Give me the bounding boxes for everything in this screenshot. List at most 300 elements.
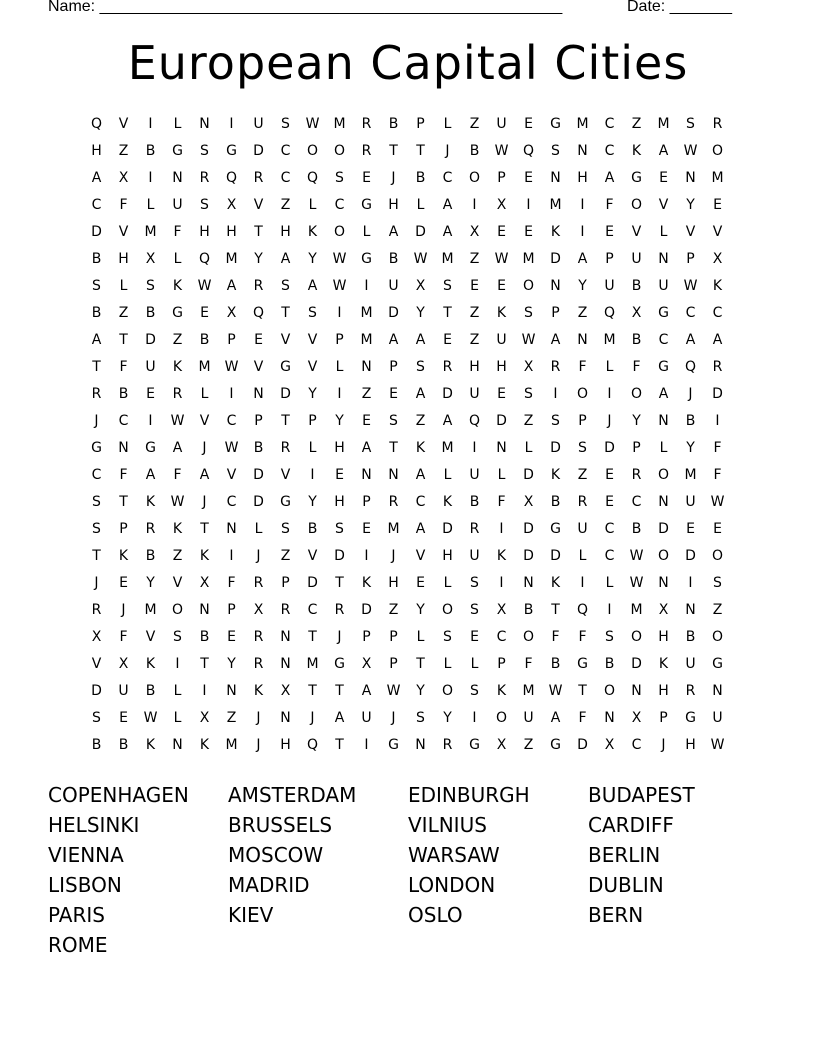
grid-letter: C (226, 413, 237, 429)
grid-letter: X (415, 278, 426, 294)
grid-letter: E (200, 305, 209, 321)
grid-letter: J (256, 548, 261, 564)
grid-letter: K (145, 737, 156, 753)
grid-letter: Z (280, 548, 291, 564)
grid-letter: E (497, 224, 506, 240)
grid-letter: O (711, 629, 724, 645)
grid-letter: N (577, 143, 588, 159)
grid-letter: A (604, 170, 615, 186)
grid-letter: Y (335, 413, 344, 429)
grid-letter: T (416, 143, 425, 159)
grid-letter: A (658, 143, 669, 159)
grid-letter: E (389, 386, 398, 402)
grid-letter: H (118, 251, 129, 267)
grid-letter: B (631, 521, 642, 537)
grid-letter: J (391, 710, 396, 726)
grid-letter: Y (416, 602, 425, 618)
grid-letter: T (335, 737, 344, 753)
grid-letter: R (253, 575, 264, 591)
grid-letter: X (631, 305, 642, 321)
grid-letter: F (578, 710, 587, 726)
grid-letter: I (499, 575, 504, 591)
grid-letter: V (145, 629, 156, 645)
grid-letter: S (578, 440, 587, 456)
date-field[interactable]: Date: _______ (627, 0, 732, 15)
grid-letter: A (388, 224, 399, 240)
grid-letter: M (144, 602, 157, 618)
grid-letter: S (551, 143, 560, 159)
grid-letter: I (229, 386, 234, 402)
grid-letter: Z (172, 548, 183, 564)
grid-letter: P (362, 629, 371, 645)
grid-letter: M (360, 332, 373, 348)
grid-letter: D (523, 467, 534, 483)
grid-letter: R (280, 602, 291, 618)
grid-letter: G (388, 737, 399, 753)
grid-letter: M (711, 170, 724, 186)
grid-letter: I (472, 710, 477, 726)
grid-letter: L (335, 359, 344, 375)
grid-letter: S (470, 602, 479, 618)
grid-letter: K (442, 494, 453, 510)
grid-letter: B (388, 251, 399, 267)
grid-letter: J (607, 413, 612, 429)
grid-letter: D (145, 332, 156, 348)
grid-letter: U (361, 710, 372, 726)
grid-letter: Y (254, 251, 263, 267)
grid-letter: X (199, 575, 210, 591)
grid-letter: T (92, 548, 101, 564)
grid-letter: T (308, 629, 317, 645)
grid-letter: K (631, 143, 642, 159)
grid-letter: M (441, 251, 454, 267)
grid-letter: P (335, 332, 344, 348)
grid-letter: V (307, 548, 318, 564)
grid-letter: I (526, 197, 531, 213)
grid-letter: X (712, 251, 723, 267)
grid-letter: R (145, 521, 156, 537)
grid-letter: Y (146, 575, 155, 591)
grid-letter: N (604, 710, 615, 726)
grid-letter: U (118, 683, 129, 699)
grid-letter: J (391, 170, 396, 186)
grid-letter: R (550, 359, 561, 375)
grid-letter: Q (684, 359, 697, 375)
grid-letter: G (712, 656, 723, 672)
grid-letter: A (442, 197, 453, 213)
grid-letter: C (604, 143, 615, 159)
grid-letter: A (280, 251, 291, 267)
grid-letter: A (415, 467, 426, 483)
grid-letter: W (413, 251, 428, 267)
grid-letter: U (388, 278, 399, 294)
grid-letter: E (254, 332, 263, 348)
grid-letter: W (170, 494, 185, 510)
grid-letter: V (307, 332, 318, 348)
grid-letter: P (551, 305, 560, 321)
grid-letter: C (631, 737, 642, 753)
grid-letter: Z (118, 305, 129, 321)
grid-letter: T (254, 224, 263, 240)
grid-letter: U (685, 656, 696, 672)
grid-letter: X (469, 224, 480, 240)
name-date-line (48, 0, 748, 18)
grid-letter: W (521, 332, 536, 348)
word-list-item: BRUSSELS (228, 813, 333, 837)
word-list-item: BUDAPEST (588, 783, 695, 807)
grid-letter: L (605, 359, 614, 375)
grid-letter: D (280, 386, 291, 402)
grid-letter: S (308, 305, 317, 321)
grid-letter: M (225, 737, 238, 753)
grid-letter: W (629, 575, 644, 591)
grid-letter: C (91, 197, 102, 213)
grid-letter: G (280, 359, 291, 375)
grid-letter: H (334, 494, 345, 510)
grid-letter: H (469, 359, 480, 375)
grid-letter: N (280, 710, 291, 726)
grid-letter: O (630, 197, 643, 213)
grid-letter: A (91, 170, 102, 186)
grid-letter: M (684, 467, 697, 483)
grid-letter: Z (280, 197, 291, 213)
grid-letter: W (143, 710, 158, 726)
grid-letter: W (683, 143, 698, 159)
grid-letter: I (580, 197, 585, 213)
grid-letter: A (307, 278, 318, 294)
grid-letter: D (523, 521, 534, 537)
grid-letter: R (334, 602, 345, 618)
grid-letter: O (306, 143, 319, 159)
grid-letter: T (200, 521, 209, 537)
puzzle-title: European Capital Cities (127, 36, 689, 90)
word-list-item: BERLIN (588, 843, 661, 867)
grid-letter: L (443, 575, 452, 591)
grid-letter: H (442, 548, 453, 564)
grid-letter: G (91, 440, 102, 456)
grid-letter: P (308, 413, 317, 429)
grid-letter: T (443, 305, 452, 321)
grid-letter: A (226, 278, 237, 294)
grid-letter: S (200, 197, 209, 213)
grid-letter: K (550, 224, 561, 240)
grid-letter: K (145, 656, 156, 672)
grid-letter: B (199, 332, 210, 348)
grid-letter: E (605, 224, 614, 240)
grid-letter: M (603, 332, 616, 348)
grid-letter: K (361, 575, 372, 591)
grid-letter: N (631, 683, 642, 699)
grid-letter: L (362, 224, 371, 240)
grid-letter: T (389, 143, 398, 159)
word-list-item: VIENNA (48, 843, 124, 867)
grid-letter: P (578, 413, 587, 429)
grid-letter: U (631, 251, 642, 267)
grid-letter: X (199, 710, 210, 726)
grid-letter: D (658, 521, 669, 537)
grid-letter: U (496, 332, 507, 348)
grid-letter: N (685, 602, 696, 618)
grid-letter: C (685, 305, 696, 321)
grid-letter: F (119, 467, 128, 483)
grid-letter: F (578, 629, 587, 645)
grid-letter: G (361, 251, 372, 267)
grid-letter: X (658, 602, 669, 618)
grid-letter: T (578, 683, 587, 699)
grid-letter: I (337, 305, 342, 321)
grid-letter: S (551, 413, 560, 429)
grid-letter: I (175, 656, 180, 672)
grid-letter: E (362, 170, 371, 186)
grid-letter: K (658, 656, 669, 672)
grid-letter: H (388, 575, 399, 591)
grid-letter: X (496, 737, 507, 753)
grid-letter: C (415, 494, 426, 510)
grid-letter: O (576, 386, 589, 402)
grid-letter: R (469, 521, 480, 537)
grid-letter: Y (416, 305, 425, 321)
grid-letter: M (387, 521, 400, 537)
grid-letter: H (91, 143, 102, 159)
grid-letter: D (712, 386, 723, 402)
grid-letter: R (361, 116, 372, 132)
word-list-item: WARSAW (408, 843, 500, 867)
grid-letter: S (416, 710, 425, 726)
grid-letter: X (118, 656, 129, 672)
grid-letter: I (229, 116, 234, 132)
grid-letter: D (550, 440, 561, 456)
grid-letter: Z (361, 386, 372, 402)
grid-letter: U (685, 494, 696, 510)
grid-letter: W (548, 683, 563, 699)
grid-letter: J (121, 602, 126, 618)
grid-letter: D (442, 386, 453, 402)
grid-letter: O (657, 548, 670, 564)
grid-letter: W (224, 359, 239, 375)
grid-letter: G (577, 656, 588, 672)
grid-letter: C (712, 305, 723, 321)
grid-letter: S (146, 278, 155, 294)
grid-letter: W (683, 278, 698, 294)
grid-letter: G (658, 305, 669, 321)
grid-letter: I (688, 575, 693, 591)
grid-letter: O (657, 467, 670, 483)
grid-letter: H (658, 683, 669, 699)
word-list-item: MADRID (228, 873, 310, 897)
grid-letter: P (227, 602, 236, 618)
grid-letter: A (91, 332, 102, 348)
grid-letter: Q (252, 305, 265, 321)
grid-letter: E (524, 170, 533, 186)
grid-letter: A (415, 332, 426, 348)
grid-letter: H (280, 737, 291, 753)
grid-letter: A (172, 440, 183, 456)
grid-letter: M (522, 251, 535, 267)
grid-letter: B (631, 332, 642, 348)
grid-letter: V (199, 413, 210, 429)
grid-letter: R (685, 683, 696, 699)
grid-letter: X (604, 737, 615, 753)
grid-letter: R (280, 440, 291, 456)
grid-letter: V (280, 332, 291, 348)
grid-letter: W (629, 548, 644, 564)
grid-letter: I (472, 440, 477, 456)
grid-letter: F (713, 440, 722, 456)
grid-letter: R (388, 494, 399, 510)
grid-letter: O (441, 683, 454, 699)
grid-letter: I (148, 413, 153, 429)
word-list-item: AMSTERDAM (228, 783, 357, 807)
grid-letter: X (361, 656, 372, 672)
grid-letter: G (469, 737, 480, 753)
grid-letter: U (604, 278, 615, 294)
grid-letter: C (118, 413, 129, 429)
grid-letter: Y (686, 440, 695, 456)
grid-letter: V (415, 548, 426, 564)
grid-letter: C (604, 116, 615, 132)
grid-letter: T (308, 683, 317, 699)
grid-letter: M (360, 305, 373, 321)
grid-letter: H (226, 224, 237, 240)
grid-letter: K (172, 278, 183, 294)
grid-letter: D (523, 548, 534, 564)
grid-letter: V (280, 467, 291, 483)
grid-letter: C (631, 494, 642, 510)
word-list-item: HELSINKI (48, 813, 140, 837)
grid-letter: C (91, 467, 102, 483)
grid-letter: S (416, 359, 425, 375)
grid-letter: M (630, 602, 643, 618)
grid-letter: B (685, 629, 696, 645)
grid-letter: P (497, 170, 506, 186)
grid-letter: E (362, 413, 371, 429)
grid-letter: N (361, 467, 372, 483)
grid-letter: Q (198, 251, 211, 267)
grid-letter: L (308, 197, 317, 213)
grid-letter: U (469, 386, 480, 402)
grid-letter: I (580, 224, 585, 240)
grid-letter: Z (226, 710, 237, 726)
grid-letter: L (605, 575, 614, 591)
grid-letter: W (386, 683, 401, 699)
grid-letter: A (577, 251, 588, 267)
grid-letter: S (281, 278, 290, 294)
grid-letter: B (145, 305, 156, 321)
grid-letter: X (280, 683, 291, 699)
grid-letter: C (307, 602, 318, 618)
grid-letter: X (145, 251, 156, 267)
grid-letter: Y (686, 197, 695, 213)
word-list-item: DUBLIN (588, 873, 664, 897)
grid-letter: B (604, 656, 615, 672)
grid-letter: F (173, 467, 182, 483)
grid-letter: V (307, 359, 318, 375)
grid-letter: P (281, 575, 290, 591)
grid-letter: P (389, 629, 398, 645)
grid-letter: E (713, 521, 722, 537)
grid-letter: Z (523, 413, 534, 429)
grid-letter: Q (522, 143, 535, 159)
grid-letter: G (361, 197, 372, 213)
grid-letter: G (226, 143, 237, 159)
word-list-item: LONDON (408, 873, 496, 897)
grid-letter: X (226, 197, 237, 213)
grid-letter: U (658, 278, 669, 294)
grid-letter: B (388, 116, 399, 132)
grid-letter: I (364, 278, 369, 294)
grid-letter: M (576, 116, 589, 132)
grid-letter: N (172, 170, 183, 186)
grid-letter: W (305, 116, 320, 132)
grid-letter: I (580, 575, 585, 591)
grid-letter: R (712, 116, 723, 132)
grid-letter: V (91, 656, 102, 672)
grid-letter: T (389, 440, 398, 456)
grid-letter: X (226, 305, 237, 321)
grid-letter: R (631, 467, 642, 483)
grid-letter: D (577, 737, 588, 753)
grid-letter: L (443, 116, 452, 132)
word-list (48, 780, 768, 960)
grid-letter: H (280, 224, 291, 240)
grid-letter: D (253, 143, 264, 159)
grid-letter: E (497, 386, 506, 402)
grid-letter: E (470, 278, 479, 294)
grid-letter: Z (523, 737, 534, 753)
grid-letter: F (119, 629, 128, 645)
grid-letter: D (334, 548, 345, 564)
grid-letter: D (496, 413, 507, 429)
grid-letter: N (199, 602, 210, 618)
grid-letter: K (172, 521, 183, 537)
grid-letter: K (415, 440, 426, 456)
grid-letter: S (173, 629, 182, 645)
grid-letter: V (631, 224, 642, 240)
grid-letter: N (658, 413, 669, 429)
grid-letter: G (685, 710, 696, 726)
grid-letter: B (91, 737, 102, 753)
grid-letter: G (145, 440, 156, 456)
grid-letter: O (333, 224, 346, 240)
grid-letter: W (224, 440, 239, 456)
grid-letter: S (92, 521, 101, 537)
grid-letter: L (173, 116, 182, 132)
grid-letter: C (334, 197, 345, 213)
word-list-item: KIEV (228, 903, 274, 927)
grid-letter: B (550, 494, 561, 510)
grid-letter: J (202, 440, 207, 456)
grid-letter: A (415, 386, 426, 402)
grid-letter: V (712, 224, 723, 240)
grid-letter: S (524, 305, 533, 321)
grid-letter: F (632, 359, 641, 375)
grid-letter: P (362, 494, 371, 510)
grid-letter: K (145, 494, 156, 510)
grid-letter: M (306, 656, 319, 672)
name-field[interactable]: Name: ____________________________________________________ (48, 0, 563, 15)
grid-letter: L (416, 197, 425, 213)
grid-letter: I (472, 197, 477, 213)
grid-letter: L (254, 521, 263, 537)
grid-letter: B (91, 251, 102, 267)
grid-letter: P (119, 521, 128, 537)
grid-letter: P (497, 656, 506, 672)
grid-letter: S (686, 116, 695, 132)
grid-letter: F (713, 467, 722, 483)
grid-letter: F (605, 197, 614, 213)
grid-letter: N (658, 251, 669, 267)
grid-letter: Q (603, 305, 616, 321)
